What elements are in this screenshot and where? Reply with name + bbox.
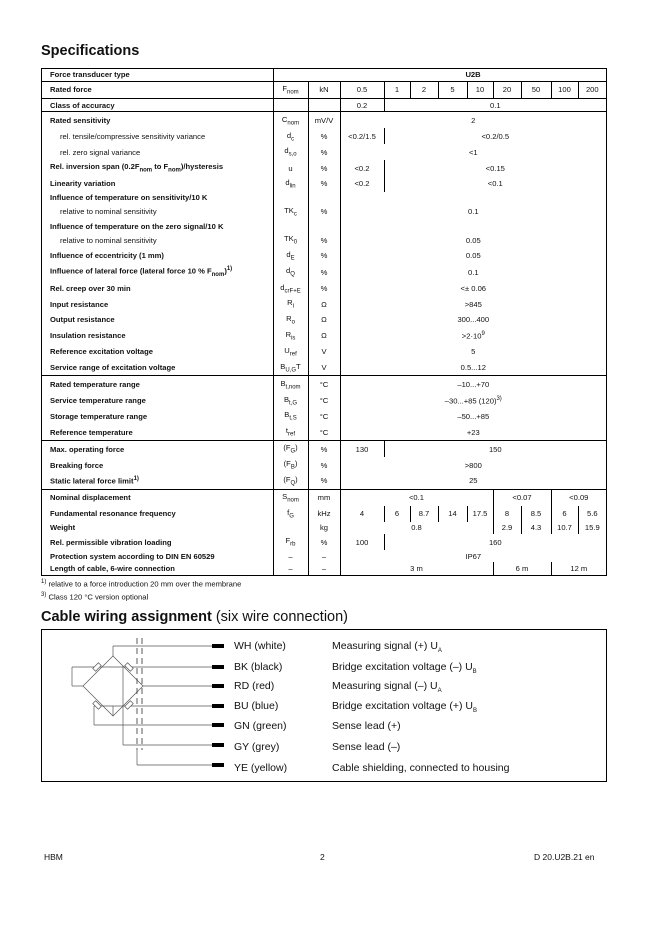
spec-row-static-lateral: Static lateral force limit$^{1)}$ $(F_Q)$ % 25: [41, 473, 606, 490]
wire-desc-black: Bridge excitation voltage (–) $U_B$: [332, 661, 477, 676]
specifications-title: Specifications: [41, 43, 140, 59]
footnote-3: $^{3)}$ Class 120 °C version optional: [41, 591, 149, 602]
wire-color-white: WH (white): [234, 640, 286, 652]
wire-desc-yellow: Cable shielding, connected to housing: [332, 762, 510, 774]
footnotes: [41, 577, 241, 602]
spec-row-temp-zero-head: Influence of temperature on the zero signal/10 K: [41, 220, 606, 232]
wire-color-black: BK (black): [234, 661, 283, 673]
footer-company: HBM: [44, 852, 63, 862]
spec-row-nom-disp: Nominal displacement $S_{nom}$ mm <0.1 <0.07 <0.09: [41, 489, 606, 506]
wiring-box: [41, 629, 607, 782]
spec-row-class: Class of accuracy 0.2 0.1: [41, 98, 606, 112]
spec-row-tens-comp: rel. tensile/compressive sensitivity variance $d_c$ % <0.2/1.5 <0.2/0.5: [41, 128, 606, 144]
spec-row-max-op: Max. operating force $(F_G)$ % 130 150: [41, 441, 606, 458]
spec-row-ref-temp: Reference temperature $t_{ref}$ °C +23: [41, 424, 606, 441]
spec-row-rated-force: Rated force $F_{nom}$ kN 0.5 1 2 5 10 20 50 100 200: [41, 81, 606, 98]
spec-row-temp-sens-head: Influence of temperature on sensitivity/10 K: [41, 192, 606, 204]
wire-desc-green: Sense lead (+): [332, 720, 401, 732]
wire-desc-white: Measuring signal (+) $U_A$: [332, 640, 442, 655]
spec-row-stor-temp: Storage temperature range $B_{t,S}$ °C –50...+85: [41, 408, 606, 424]
spec-row-creep: Rel. creep over 30 min $d_{crF+E}$ % <± 0.06: [41, 280, 606, 296]
spec-row-temp-sens: relative to nominal sensitivity $TK_c$ % 0.1: [41, 204, 606, 220]
footer-page-number: 2: [320, 852, 325, 862]
wire-color-grey: GY (grey): [234, 741, 280, 753]
spec-row-resonance: Fundamental resonance frequency $f_G$ kHz 4 6 8.7 14 17.5 8 8.5 6 5.6: [41, 506, 606, 522]
wire-color-blue: BU (blue): [234, 700, 279, 712]
spec-row-weight: Weight kg 0.8 2.9 4.3 10.7 15.9: [41, 522, 606, 534]
footnote-1: $^{1)}$ relative to a force introduction 20 mm over the membrane: [41, 579, 242, 589]
spec-row-eccentricity: Influence of eccentricity (1 mm) $d_E$ % 0.05: [41, 248, 606, 264]
spec-row-svc-temp: Service temperature range $B_{t,G}$ °C –30...+85 $(120)^{3)}$: [41, 392, 606, 408]
spec-row-lateral: Influence of lateral force (lateral force 10 % $F_{nom})^{1)}$ $d_Q$ % 0.1: [41, 264, 606, 281]
spec-row-rated-temp: Rated temperature range $B_{t,nom}$ °C –10...+70: [41, 376, 606, 393]
wire-color-green: GN (green): [234, 720, 287, 732]
bridge-circuit-diagram: [42, 630, 606, 781]
specifications-table: [41, 68, 606, 575]
spec-row-svc-exc: Service range of excitation voltage $B_{U,G}T$ V 0.5...12: [41, 359, 606, 376]
spec-row-input-res: Input resistance $R_i$ Ω >845: [41, 296, 606, 312]
spec-row-zero-signal: rel. zero signal variance $d_{s,o}$ % <1: [41, 144, 606, 160]
wire-desc-blue: Bridge excitation voltage (+) $U_B$: [332, 700, 477, 715]
spec-row-cable: Length of cable, 6-wire connection – – 3 m 6 m 12 m: [41, 562, 606, 575]
spec-row-ref-exc: Reference excitation voltage $U_{ref}$ V 5: [41, 344, 606, 360]
spec-row-breaking: Breaking force $(F_B)$ % >800: [41, 457, 606, 473]
spec-row-temp-zero: relative to nominal sensitivity $TK_0$ % 0.05: [41, 232, 606, 248]
spec-row-vibration: Rel. permissible vibration loading $F_{rb}$ % 100 160: [41, 534, 606, 550]
spec-row-protection: Protection system according to DIN EN 60529 – – IP67: [41, 550, 606, 562]
wire-color-red: RD (red): [234, 680, 275, 692]
spec-row-inversion: Rel. inversion span ($0.2F_{nom}$ to $F_{nom}$)/hysteresis u % <0.2 <0.15: [41, 160, 606, 176]
wire-desc-grey: Sense lead (–): [332, 741, 401, 753]
wire-desc-red: Measuring signal (–) $U_A$: [332, 680, 442, 695]
spec-row-type: Force transducer type U2B: [41, 68, 606, 81]
spec-row-rated-sens: Rated sensitivity $C_{nom}$ mV/V 2: [41, 112, 606, 129]
spec-row-output-res: Output resistance $R_o$ Ω 300...400: [41, 312, 606, 328]
spec-row-insulation: Insulation resistance $R_{is}$ Ω $>2\cdot 10^9$: [41, 328, 606, 344]
footer-doc-id: D 20.U2B.21 en: [534, 852, 595, 862]
wiring-title: Cable wiring assignment (six wire connection): [41, 609, 349, 625]
spec-row-linearity: Linearity variation $d_{lin}$ % <0.2 <0.1: [41, 176, 606, 192]
wire-color-yellow: YE (yellow): [234, 762, 288, 774]
